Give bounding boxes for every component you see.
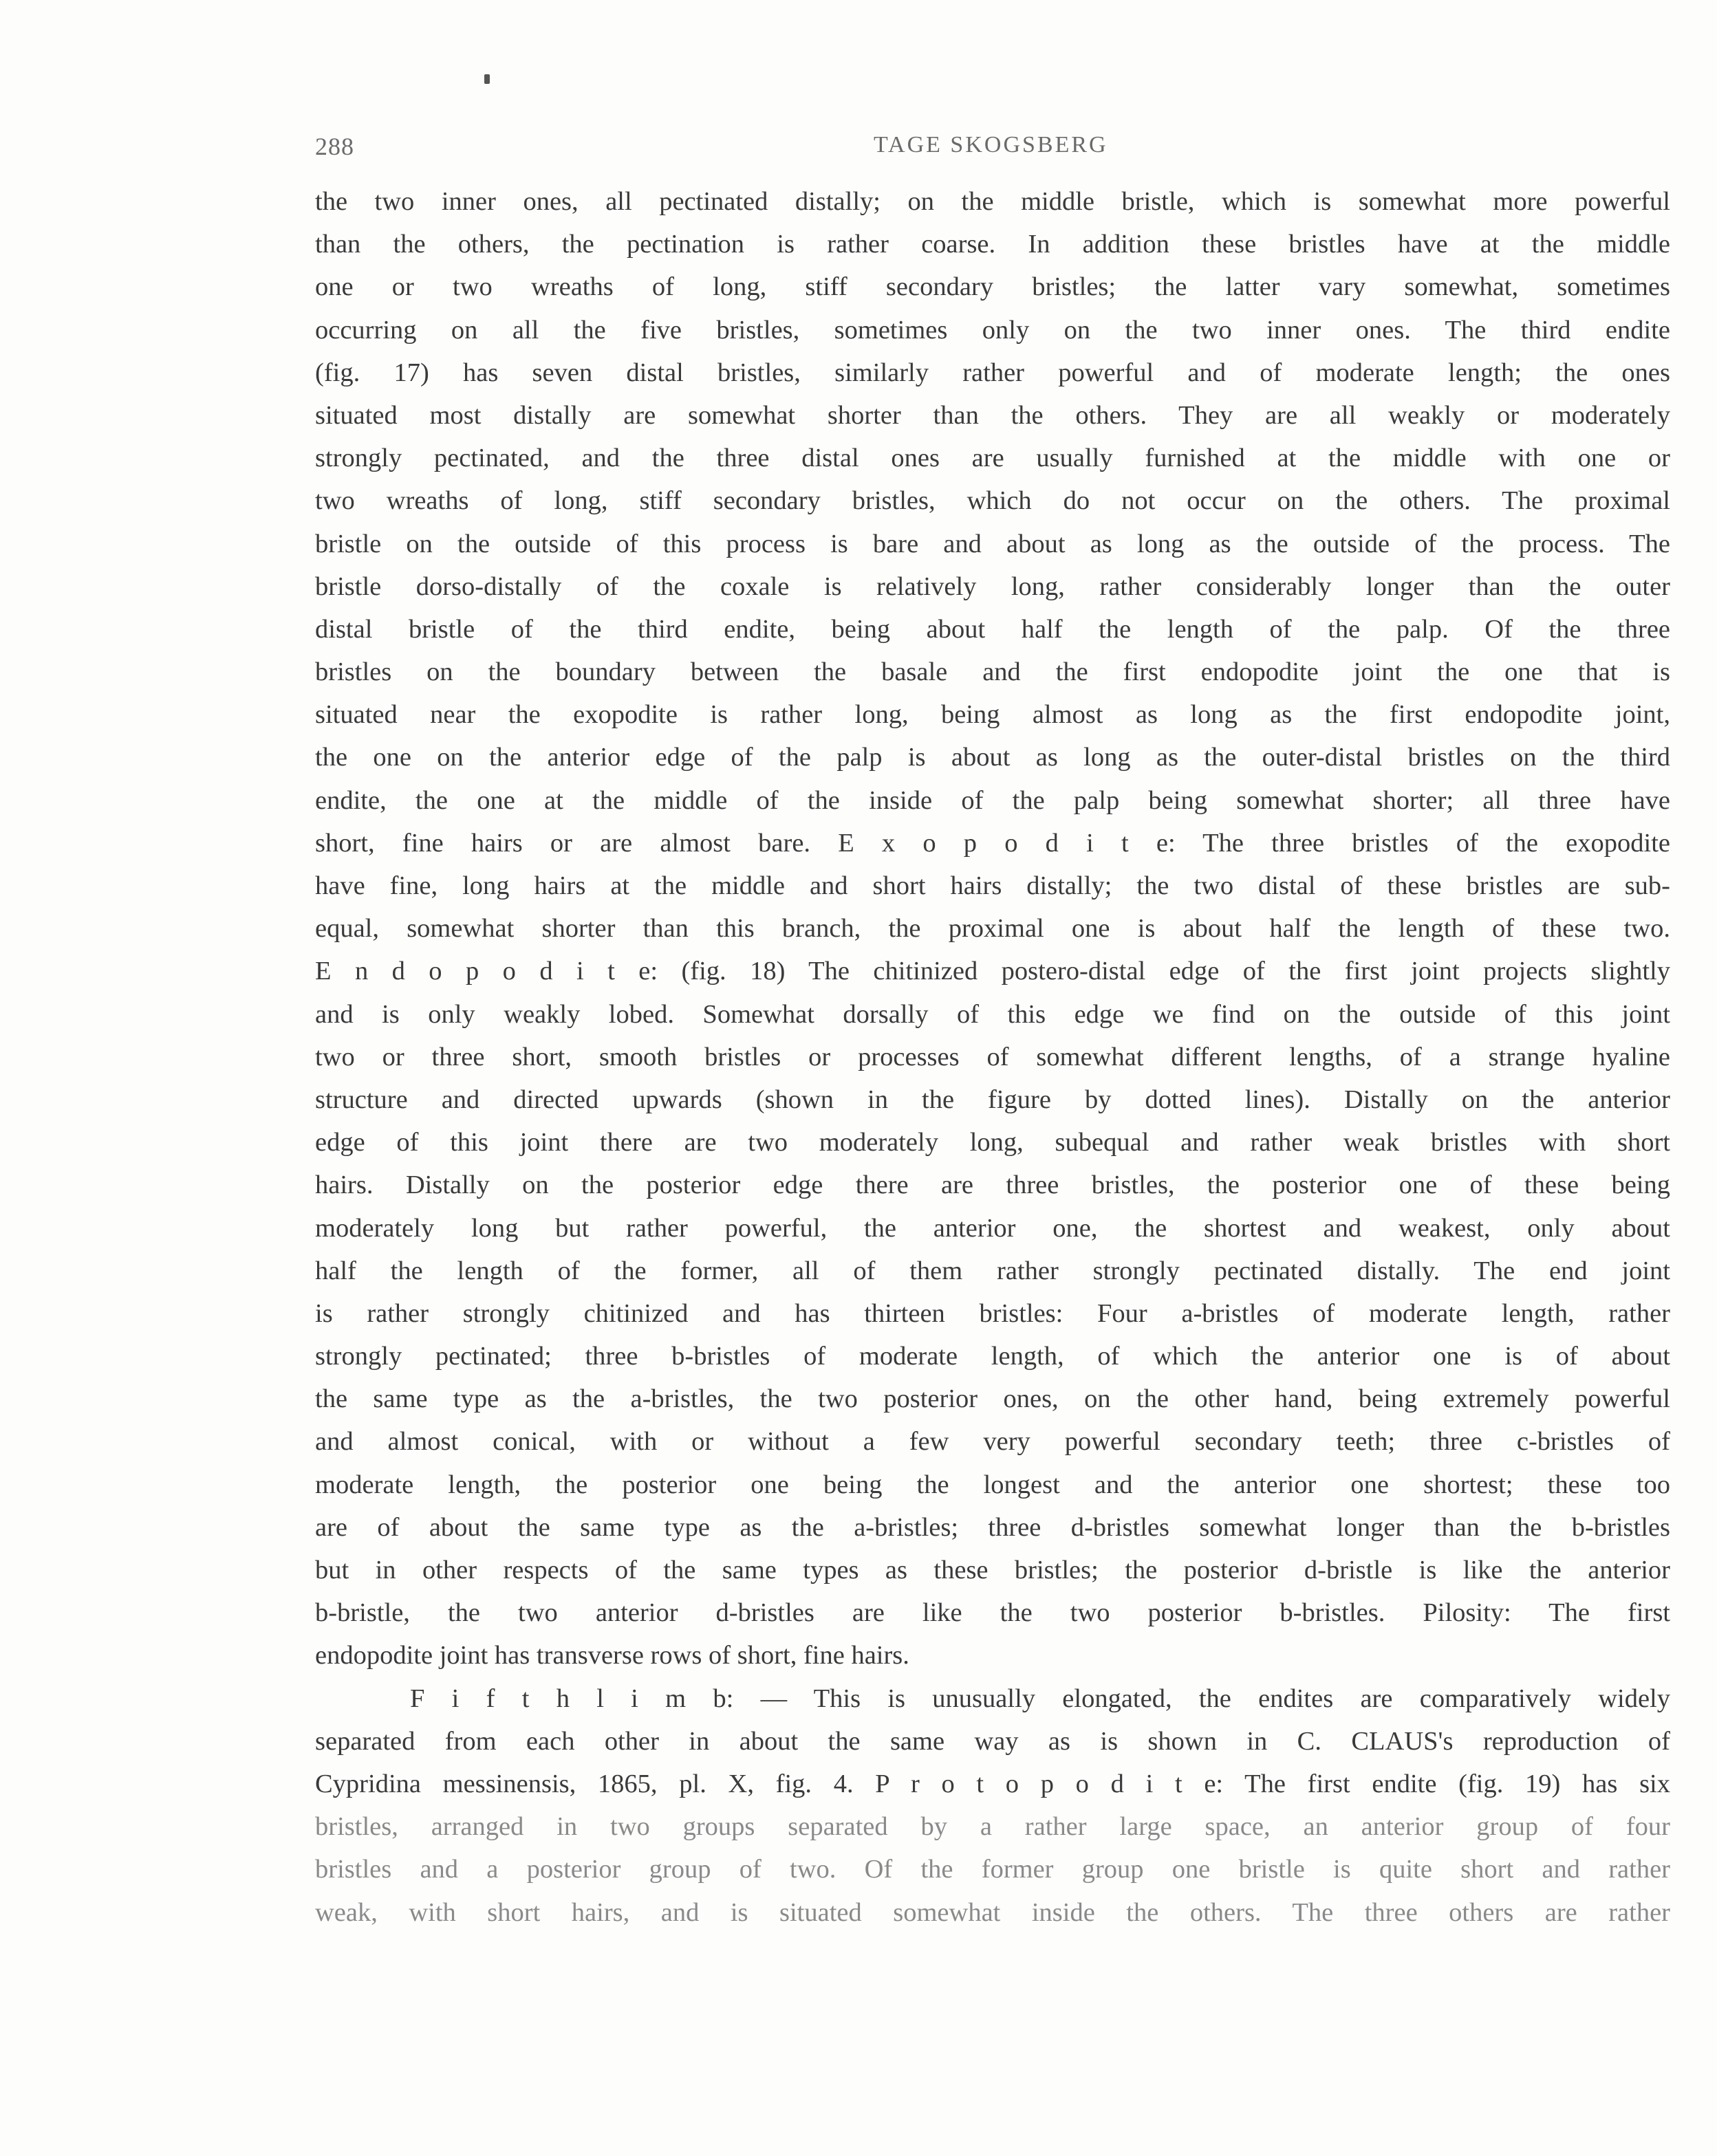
text-line: are of about the same type as the a-bristles; three d-bristles somewhat longer than the b-bristles — [315, 1512, 1670, 1542]
text-line: equal, somewhat shorter than this branch, the proximal one is about half the length of these two. — [315, 914, 1670, 944]
text-line: moderately long but rather powerful, the anterior one, the shortest and weakest, only about — [315, 1213, 1670, 1243]
text-line: distal bristle of the third endite, being about half the length of the palp. Of the three — [315, 614, 1670, 644]
text-line: b-bristle, the two anterior d-bristles are like the two posterior b-bristles. Pilosity: The first — [315, 1598, 1670, 1628]
text-line: bristles, arranged in two groups separated by a rather large space, an anterior group of four — [315, 1812, 1670, 1842]
text-line: E n d o p o d i t e: (fig. 18) The chitinized postero-distal edge of the first joint projects slightly — [315, 957, 1670, 986]
text-line: two wreaths of long, stiff secondary bristles, which do not occur on the others. The proximal — [315, 486, 1670, 516]
text-line: occurring on all the five bristles, sometimes only on the two inner ones. The third endite — [315, 315, 1670, 345]
text-line: structure and directed upwards (shown in the figure by dotted lines). Distally on the anterior — [315, 1085, 1670, 1114]
text-line: separated from each other in about the same way as is shown in C. CLAUS's reproduction of — [315, 1726, 1670, 1756]
body-text — [315, 180, 1670, 1934]
text-line: but in other respects of the same types as these bristles; the posterior d-bristle is like the anterior — [315, 1556, 1670, 1585]
text-line: the one on the anterior edge of the palp is about as long as the outer-distal bristles on the third — [315, 743, 1670, 772]
text-line: endopodite joint has transverse rows of short, fine hairs. — [315, 1641, 909, 1670]
text-line: edge of this joint there are two moderately long, subequal and rather weak bristles with short — [315, 1128, 1670, 1157]
text-line: short, fine hairs or are almost bare. E x o p o d i t e: The three bristles of the exopodite — [315, 828, 1670, 858]
page-number: 288 — [315, 133, 354, 160]
text-line: Cypridina messinensis, 1865, pl. X, fig. 4. P r o t o p o d i t e: The first endite (fig. 19) has six — [315, 1769, 1670, 1798]
text-line: bristle dorso-distally of the coxale is relatively long, rather considerably longer than the outer — [315, 571, 1670, 601]
text-line: strongly pectinated; three b-bristles of moderate length, of which the anterior one is of about — [315, 1342, 1670, 1371]
text-line: bristle on the outside of this process is bare and about as long as the outside of the process. The — [315, 529, 1670, 558]
ink-speck — [484, 74, 490, 84]
text-line: strongly pectinated, and the three distal ones are usually furnished at the middle with one or — [315, 444, 1670, 473]
text-line: and is only weakly lobed. Somewhat dorsally of this edge we find on the outside of this joint — [315, 999, 1670, 1029]
text-line: endite, the one at the middle of the inside of the palp being somewhat shorter; all three have — [315, 785, 1670, 815]
text-line: weak, with short hairs, and is situated somewhat inside the others. The three others are rather — [315, 1897, 1670, 1927]
text-line: and almost conical, with or without a few very powerful secondary teeth; three c-bristles of — [315, 1427, 1670, 1457]
text-line: the same type as the a-bristles, the two posterior ones, on the other hand, being extremely powerful — [315, 1384, 1670, 1414]
text-line: the two inner ones, all pectinated distally; on the middle bristle, which is somewhat more powerful — [315, 187, 1670, 216]
text-line: bristles on the boundary between the basale and the first endopodite joint the one that is — [315, 657, 1670, 687]
text-line: hairs. Distally on the posterior edge there are three bristles, the posterior one of these being — [315, 1170, 1670, 1200]
text-line: two or three short, smooth bristles or processes of somewhat different lengths, of a strange hyaline — [315, 1042, 1670, 1071]
text-line: one or two wreaths of long, stiff secondary bristles; the latter vary somewhat, sometimes — [315, 272, 1670, 302]
text-line: moderate length, the posterior one being the longest and the anterior one shortest; these too — [315, 1470, 1670, 1499]
running-head: TAGE SKOGSBERG — [874, 132, 1108, 157]
text-line: have fine, long hairs at the middle and short hairs distally; the two distal of these bristles are sub- — [315, 871, 1670, 900]
text-line: situated most distally are somewhat shorter than the others. They are all weakly or moderately — [315, 400, 1670, 430]
text-line: F i f t h l i m b: — This is unusually elongated, the endites are comparatively widely — [410, 1684, 1670, 1713]
text-line: than the others, the pectination is rather coarse. In addition these bristles have at the middle — [315, 230, 1670, 259]
text-line: is rather strongly chitinized and has thirteen bristles: Four a-bristles of moderate length, rather — [315, 1298, 1670, 1328]
text-line: half the length of the former, all of them rather strongly pectinated distally. The end joint — [315, 1256, 1670, 1285]
text-line: (fig. 17) has seven distal bristles, similarly rather powerful and of moderate length; the ones — [315, 358, 1670, 387]
text-line: bristles and a posterior group of two. Of the former group one bristle is quite short and rather — [315, 1855, 1670, 1884]
text-line: situated near the exopodite is rather long, being almost as long as the first endopodite joint, — [315, 700, 1670, 730]
